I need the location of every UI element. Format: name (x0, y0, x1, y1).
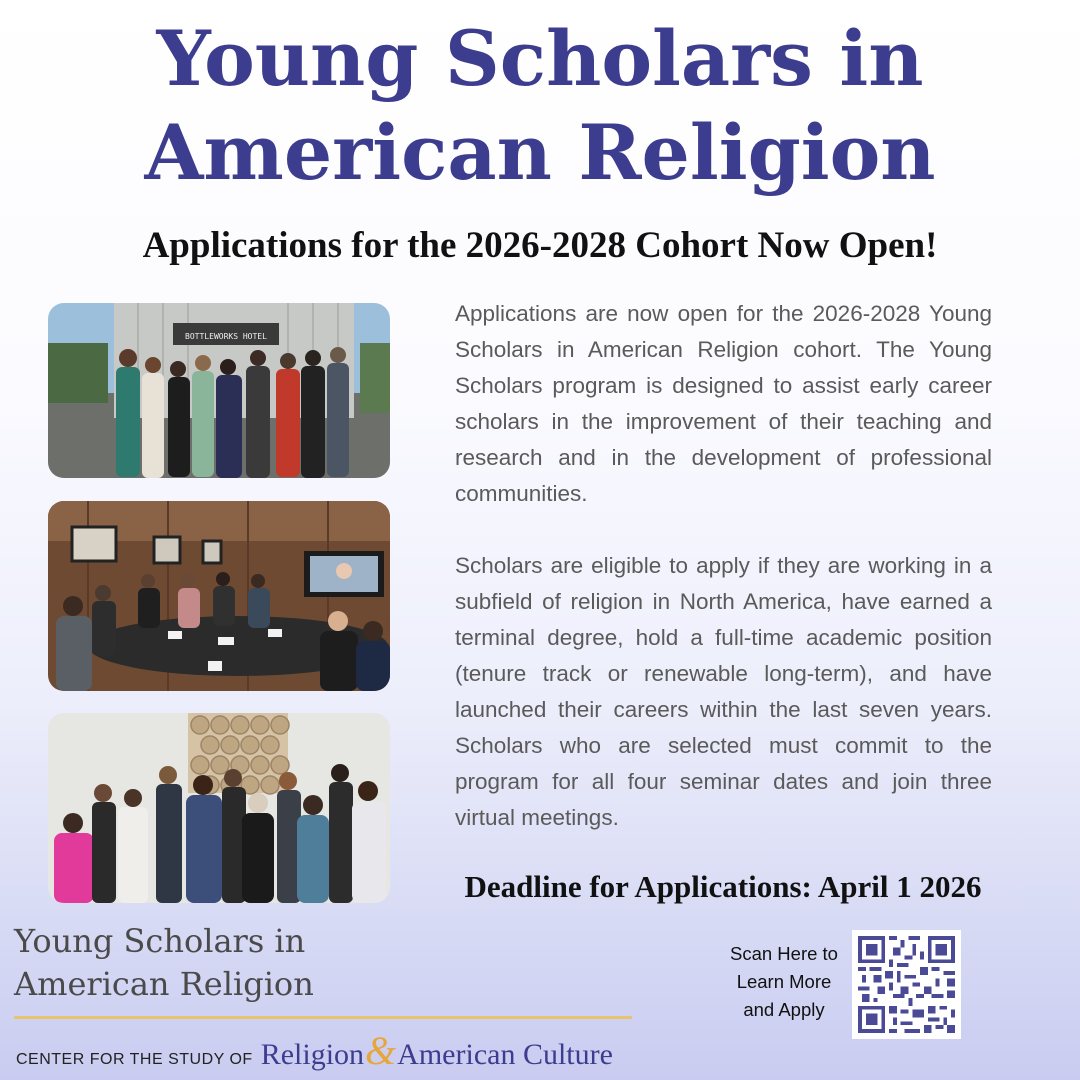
description-paragraph: Applications are now open for the 2026-2028 Young Scholars in American Religion cohort. The Young Scholars program is designed to assist early career scholars in the improvement of their teaching and research and in the development of professional communities. (455, 301, 992, 506)
title-line-1: Young Scholars in (156, 14, 924, 103)
qr-code-icon[interactable] (852, 930, 961, 1039)
page-title (0, 12, 1080, 200)
scan-line-3: and Apply (743, 999, 825, 1020)
logo-divider (14, 1016, 632, 1019)
scan-line-1: Scan Here to (730, 943, 838, 964)
ampersand-icon: & (365, 1028, 397, 1073)
scan-line-2: Learn More (736, 971, 832, 992)
photo-conference-room (48, 501, 390, 691)
photo-group-indoor (48, 713, 390, 903)
center-logo (16, 1028, 613, 1073)
subtitle: Applications for the 2026-2028 Cohort Now Open! (142, 225, 938, 266)
scan-instructions (714, 940, 854, 1024)
eligibility-paragraph: Scholars are eligible to apply if they are working in a subfield of religion in North America, have earned a terminal degree, hold a full-time academic position (tenure track or renewable long-term), and have launched their careers within the last seven years. Scholars who are selected must commit to the program for all four seminar dates and join three virtual meetings. (455, 553, 992, 830)
photo-group-hotel (48, 303, 390, 478)
center-name-american-culture: American Culture (397, 1038, 613, 1071)
center-name-religion: Religion (260, 1038, 365, 1071)
hotel-sign-text: BOTTLEWORKS HOTEL (185, 332, 267, 341)
deadline-text: Deadline for Applications: April 1 2026 (464, 869, 982, 904)
program-logo-text (14, 920, 314, 1006)
center-prefix: CENTER FOR THE STUDY OF (16, 1051, 253, 1068)
title-line-2: American Religion (144, 108, 936, 197)
logo-line-1: Young Scholars in (14, 922, 306, 960)
logo-line-2: American Religion (14, 965, 314, 1003)
